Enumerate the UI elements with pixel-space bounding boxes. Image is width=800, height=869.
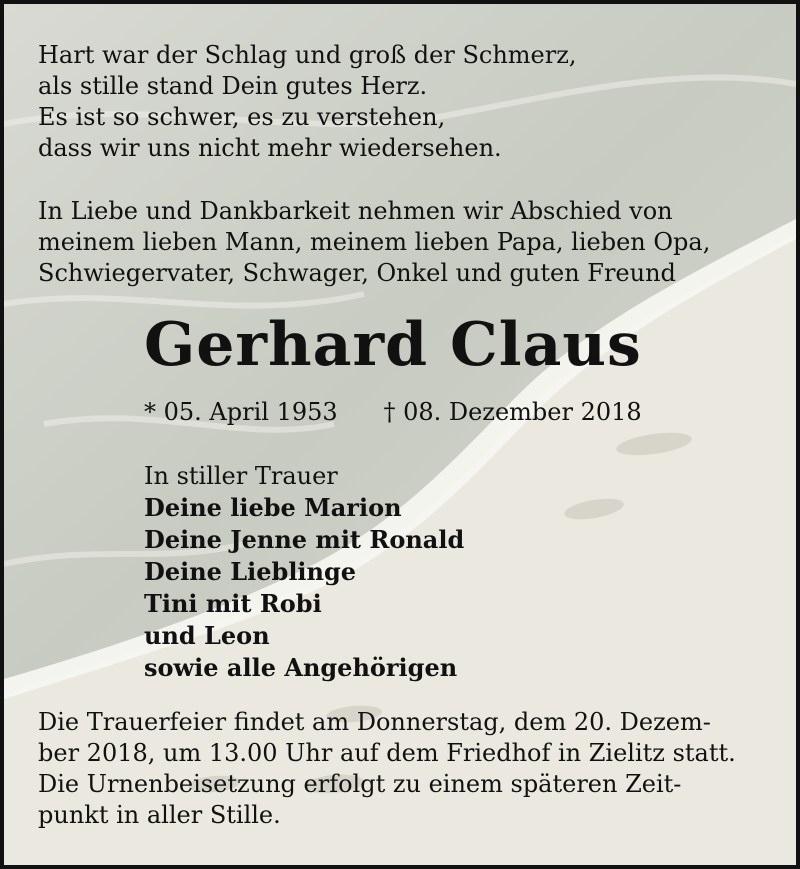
life-dates [144, 398, 642, 426]
mourners [144, 460, 464, 684]
farewell-line: meinem lieben Mann, meinem lieben Papa, lieben Opa, [38, 228, 711, 256]
death-date: † 08. Dezember 2018 [383, 398, 642, 426]
birth-date: * 05. April 1953 [144, 398, 338, 426]
mourner-name: sowie alle Angehörigen [144, 653, 458, 682]
poem-line: dass wir uns nicht mehr wiedersehen. [38, 134, 502, 162]
mourner-name: Deine Lieblinge [144, 557, 357, 586]
deceased-name: Gerhard Claus [144, 310, 642, 380]
mourner-name: Deine Jenne mit Ronald [144, 525, 465, 554]
funeral-service-info [38, 707, 770, 831]
poem-line: als stille stand Dein gutes Herz. [38, 72, 428, 100]
poem-line: Es ist so schwer, es zu verstehen, [38, 103, 446, 131]
farewell-text [38, 196, 770, 289]
mourner-name: und Leon [144, 621, 270, 650]
service-line: Die Trauerfeier findet am Donnerstag, dem 20. Dezem- [38, 708, 711, 736]
poem [38, 40, 577, 164]
mourner-name: Tini mit Robi [144, 589, 322, 618]
mourner-name: Deine liebe Marion [144, 493, 402, 522]
farewell-line: Schwiegervater, Schwager, Onkel und guten Freund [38, 259, 676, 287]
service-line: punkt in aller Stille. [38, 801, 281, 829]
service-line: ber 2018, um 13.00 Uhr auf dem Friedhof in Zielitz statt. [38, 739, 736, 767]
farewell-line: In Liebe und Dankbarkeit nehmen wir Abschied von [38, 197, 673, 225]
service-line: Die Urnenbeisetzung erfolgt zu einem späteren Zeit- [38, 770, 682, 798]
poem-line: Hart war der Schlag und groß der Schmerz, [38, 41, 577, 69]
mourners-intro: In stiller Trauer [144, 462, 338, 490]
